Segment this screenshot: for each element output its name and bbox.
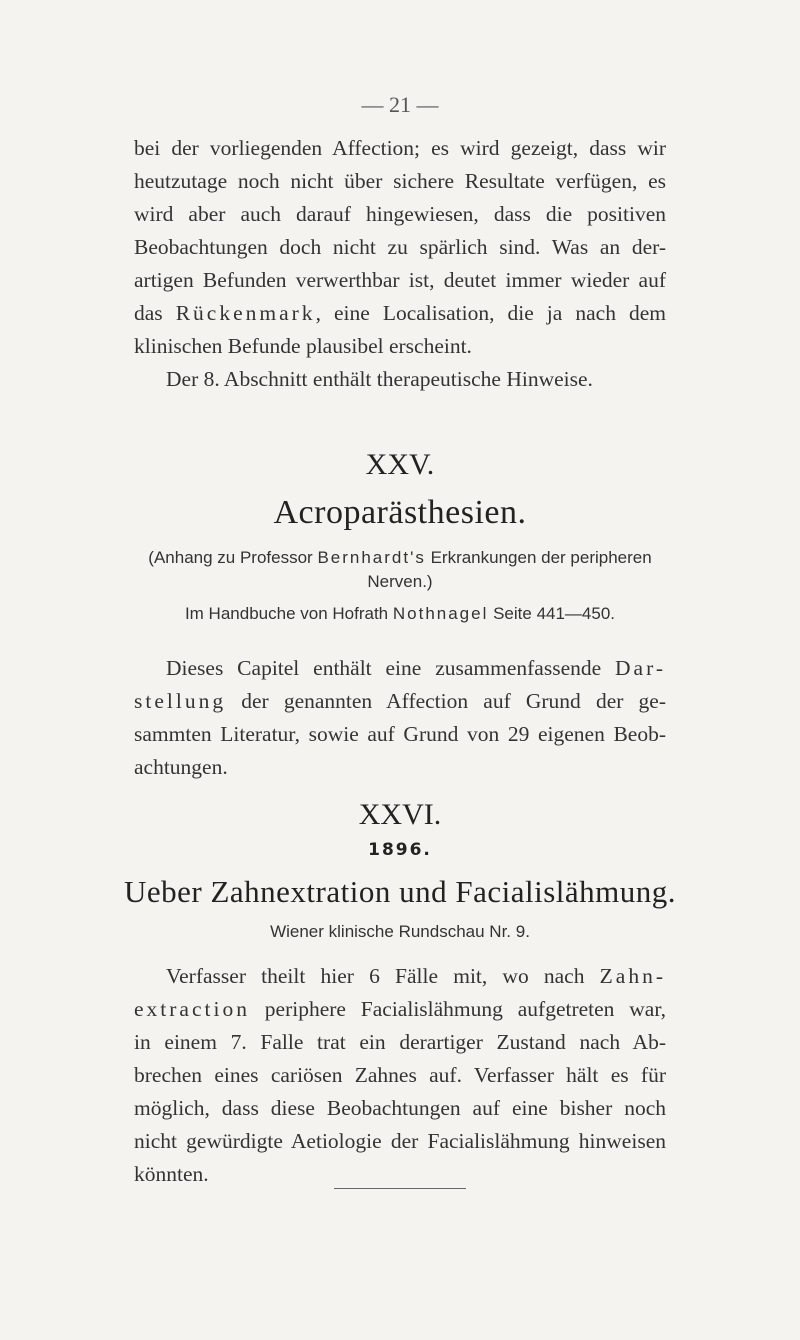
text-line: wird aber auch darauf hingewiesen, dass die positiven [134,202,666,226]
text-fragment: Seite 441—450. [488,604,616,623]
end-rule-divider [334,1188,466,1189]
text-fragment: Im Handbuche von Hofrath [184,604,393,623]
text-line: klinischen Befunde plausibel erscheint. [134,334,472,358]
text-line: möglich, dass diese Beobachtungen auf eine bisher noch [134,1096,666,1120]
author-name: Bernhardt's [317,548,426,567]
section-25-notes [112,546,688,626]
text-fragment: Verfasser theilt hier 6 Fälle mit, wo nach [166,964,600,988]
text-fragment: Dieses Capitel enthält eine zusammenfassende [166,656,616,680]
section-number: XXVI. [358,798,442,831]
text-fragment: der genannten Affection auf Grund der ge- [226,689,666,713]
section-26 [134,798,666,860]
section-26-body [134,960,666,1191]
text-line: Der 8. Abschnitt enthält therapeutische Hinweise. [166,367,593,391]
text-line: achtungen. [134,755,228,779]
citation-note [112,546,688,594]
text-line: heutzutage noch nicht über sichere Resultate verfügen, es [134,169,666,193]
section-25 [134,448,666,532]
emphasized-term: Dar- [615,656,666,680]
text-line: nicht gewürdigte Aetiologie der Facialislähmung hinweisen [134,1129,666,1153]
text-fragment: das [134,301,176,325]
text-fragment: (Anhang zu Professor [148,548,318,567]
section-number: XXV. [365,448,435,481]
section-26-heading [100,874,700,944]
emphasized-term: Rückenmark [175,301,316,325]
text-line [134,685,666,718]
emphasized-term: stellung [134,689,227,713]
text-fragment: , eine Localisation, die ja nach dem [315,301,666,325]
text-line: könnten. [134,1162,209,1186]
author-name: Nothnagel [392,604,489,623]
text-line: Beobachtungen doch nicht zu spärlich sind. Was an der- [134,235,666,259]
text-fragment: periphere Facialislähmung aufgetreten war, [249,997,666,1021]
page-number: — 21 — [361,92,439,117]
section-year: 1896. [368,840,432,860]
text-fragment: Erkrankungen der peripheren [425,548,652,567]
text-line: sammten Literatur, sowie auf Grund von 29 eigenen Beob- [134,722,666,746]
section-title: Acroparästhesien. [273,494,527,531]
text-line [134,652,666,685]
emphasized-term: Zahn- [599,964,666,988]
text-line [134,993,666,1026]
text-line: artigen Befunden verwerthbar ist, deutet immer wieder auf [134,268,666,292]
text-line: bei der vorliegenden Affection; es wird gezeigt, dass wir [134,136,666,160]
text-line: in einem 7. Falle trat ein derartiger Zustand nach Ab- [134,1030,666,1054]
section-title: Ueber Zahnextration und Facialislähmung. [123,874,676,909]
text-line [134,297,666,330]
emphasized-term: extraction [134,997,250,1021]
citation-source: Wiener klinische Rundschau Nr. 9. [270,922,530,941]
text-fragment: Nerven.) [367,572,433,591]
section-25-body [134,652,666,784]
citation-source [112,602,688,626]
text-line: brechen eines cariösen Zahnes auf. Verfasser hält es für [134,1063,666,1087]
text-line [134,960,666,993]
intro-paragraph [134,132,666,396]
